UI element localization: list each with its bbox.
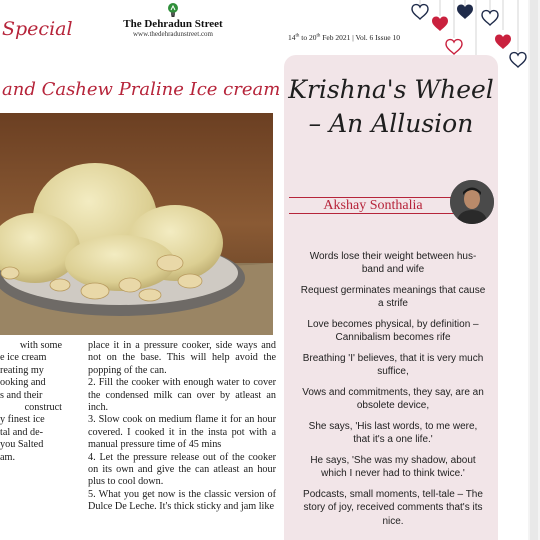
poem-stanza [290,488,496,528]
issue-date-end-suffix: th [316,33,321,39]
poem-line: Cannibalism becomes rife [335,332,451,344]
issue-date-start-suffix: th [295,33,300,39]
poem-line: that it's a one life.' [353,434,433,446]
paper-url: www.thedehradunstreet.com [132,30,214,38]
poem-title [288,73,494,141]
heart-icon [446,40,462,54]
poem-line: nice. [382,515,404,527]
issue-to: to 20 [299,33,317,42]
poem-stanza [290,420,496,447]
author-rule-bottom [289,213,457,214]
poem-line: Vows and commitments, they say, are an [302,387,484,398]
heart-icon [412,5,428,19]
poem-line: which I never had to think twice.' [321,468,465,480]
poem-line: story of joy, received comments that's its [303,502,483,514]
recipe-left-line: y finest ice [0,414,45,426]
recipe-body [88,340,276,514]
recipe-left-line: with some [19,340,62,351]
poem-line: Podcasts, small moments, tell-tale – The [303,489,483,500]
ice-cream-photo [0,113,273,335]
person-icon [450,180,494,224]
scrollbar-thumb[interactable] [530,0,538,540]
author-avatar [450,180,494,224]
poem-stanza [290,386,496,413]
poem-line: obsolete device, [356,400,430,412]
issue-info [288,33,400,42]
masthead [118,2,228,38]
poem-title-line: – An Allusion [308,109,474,138]
poem-stanza [290,318,496,345]
recipe-left-line: tal and de- [0,426,43,438]
recipe-step: 3. Slow cook on medium flame it for an hour covered. I cooked it in the insta pot with a manual pressure time of 45 mins [88,414,276,451]
recipe-step: 4. Let the pressure release out of the cooker on its own and give the can atleast an hour plus to cool down. [88,451,276,488]
poem-title-line: Krishna's Wheel [288,75,494,104]
heart-icon [510,53,526,67]
poem-line: Words lose their weight between hus- [309,251,477,262]
poem-body [290,250,496,535]
recipe-left-line: construct [24,402,62,414]
recipe-step: 5. What you get now is the classic version of Dulce De Leche. It's thick sticky and jam like [88,488,276,513]
poem-line: Request germinates meanings that cause [300,285,486,296]
recipe-left-line: ooking and [0,377,46,389]
poem-line: She says, 'His last words, to me were, [308,421,478,432]
poem-stanza [290,284,496,311]
recipe-left-line: you Salted [0,439,44,451]
paper-name: The Dehradun Street [123,18,223,30]
lightbulb-logo-icon [165,2,181,18]
section-label: Special [2,18,73,40]
poem-line: suffice, [377,366,409,378]
recipe-left-line: am. [0,451,15,463]
recipe-left-line: s and their [0,389,43,401]
poem-stanza [290,352,496,379]
poem-line: Love becomes physical, by definition – [307,319,479,330]
heart-icon [482,11,498,25]
recipe-step: 2. Fill the cooker with enough water to cover the condensed milk can over by atleast an inch. [88,377,276,414]
recipe-left-line: reating my [0,364,44,376]
poem-stanza [290,454,496,481]
recipe-title: and Cashew Praline Ice cream [2,79,281,100]
issue-rest: Feb 2021 | Vol. 6 Issue 10 [320,33,400,42]
poem-stanza [290,250,496,277]
poem-line: band and wife [361,264,425,276]
recipe-paragraph: place it in a pressure cooker, side ways and not on the base. This will help avoid the popping of the can. [88,340,276,376]
heart-icon [432,17,448,31]
recipe-left-column [0,340,62,464]
recipe-left-line: e ice cream [0,352,47,364]
author-name: Akshay Sonthalia [323,198,423,213]
poem-line: He says, 'She was my shadow, about [310,455,476,466]
heart-icon [495,35,511,49]
poem-line: a strife [377,298,408,310]
heart-icon [457,5,473,19]
issue-date-start: 14 [288,33,296,42]
poem-line: Breathing 'I' believes, that it is very much [302,353,484,364]
